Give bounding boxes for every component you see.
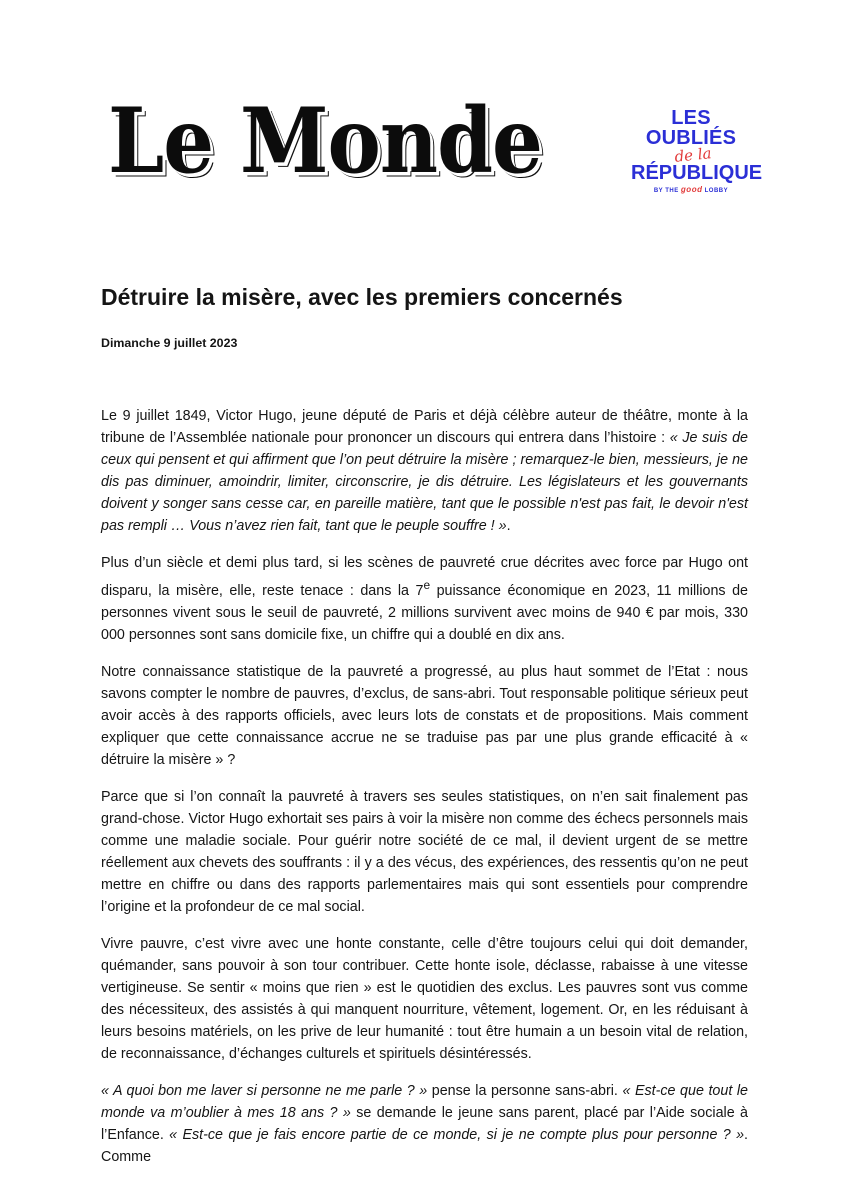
p6-text-3: . Comme (101, 1126, 749, 1165)
article-body (101, 405, 748, 1183)
p1-quote: « Je suis de ceux qui pensent et qui affirment que l’on peut détruire la misère ; remarquez-le bien, messieurs, je ne dis pas diminuer, amoindrir, limiter, circonscrire, je dis détruire. Les législateurs et les gouvernants doivent y songer sans cesse car, en pareille matière, tant que le possible n'est pas fait, le devoir n'est pas rempli … Vous n’avez rien fait, tant que le peuple souffre ! » (101, 430, 748, 534)
p2-text-b: puissance économique en 2023, 11 millions de personnes vivent sous le seuil de pauvreté, 2 millions survivent avec moins de 940 € par mois, 330 000 personnes sont sans domicile fixe, un chiffre qui a doublé en dix ans. (101, 582, 748, 643)
paragraph-6 (101, 1080, 748, 1168)
paragraph-1 (101, 405, 748, 537)
p6-quote-1: « A quoi bon me laver si personne ne me parle ? » (101, 1082, 428, 1099)
p6-text-2: se demande le jeune sans parent, placé par l’Aide sociale à l’Enfance. (101, 1104, 748, 1143)
paragraph-5: Vivre pauvre, c’est vivre avec une honte constante, celle d’être toujours celui qui doit demander, quémander, sans pouvoir à son tour contribuer. Cette honte isole, déclasse, rabaisse à une vitesse vertigineuse. Se sentir « moins que rien » est le quotidien des exclus. Les pauvres sont vus comme des nécessiteux, des assistés à qui manquent nourriture, vêtement, logement. Or, en les réduisant à leurs besoins matériels, on les prive de leur humanité : tout être humain a un besoin vital de relation, de reconnaissance, d’échanges culturels et spirituels désintéressés. (101, 935, 748, 1062)
les-oublies-logo (631, 107, 763, 194)
logo-lobby: LOBBY (704, 188, 729, 194)
article-title: Détruire la misère, avec les premiers concernés (101, 284, 623, 310)
p6-quote-3: « Est-ce que je fais encore partie de ce monde, si je ne compte plus pour personne ? » (169, 1126, 745, 1143)
p1-text: Le 9 juillet 1849, Victor Hugo, jeune député de Paris et déjà célèbre auteur de théâtre, monte à la tribune de l’Assemblée nationale pour prononcer un discours qui entrera dans l’histoire : (101, 408, 748, 446)
logo-line-4 (631, 186, 751, 194)
le-monde-logo: Le Monde (108, 88, 542, 194)
logo-line-3: RÉPUBLIQUE (631, 162, 763, 184)
logo-good: good (680, 185, 703, 194)
logo-line-1: LES OUBLIÉS (645, 107, 737, 149)
p2-superscript: e (423, 578, 431, 592)
paragraph-2 (101, 552, 748, 646)
paragraph-3: Notre connaissance statistique de la pauvreté a progressé, au plus haut sommet de l’Etat : nous savons compter le nombre de pauvres, d’exclus, de sans-abri. Tout responsable politique sérieux peut avoir accès à des rapports officiels, avec leurs lots de constats et de propositions. Mais comment expliquer que cette connaissance accrue ne se traduise pas par une plus grande efficacité à « détruire la misère » ? (101, 663, 748, 768)
p2-text-a: Plus d’un siècle et demi plus tard, si les scènes de pauvreté crue décrites avec force par Hugo ont disparu, la misère, elle, reste tenace : dans la 7 (101, 555, 748, 599)
paragraph-4: Parce que si l’on connaît la pauvreté à travers ses seules statistiques, on n’en sait finalement pas grand-chose. Victor Hugo exhortait ses pairs à voir la misère non comme des échecs personnels mais comme une maladie sociale. Pour guérir notre société de ce mal, il devient urgent de se mettre réellement aux chevets des souffrants : il y a des vécus, des expériences, des ressentis qu’on ne peut mettre en chiffre ou dans des rapports parlementaires mais qui sont essentiels pour comprendre l’origine et la profondeur de ce mal social. (101, 788, 748, 915)
p1-end: . (506, 518, 511, 534)
p6-text-1: pense la personne sans-abri. (427, 1082, 623, 1099)
p6-quote-2: « Est-ce que tout le monde va m’oublier à mes 18 ans ? » (101, 1082, 748, 1121)
logo-line-2: de la (673, 144, 713, 166)
article-date: Dimanche 9 juillet 2023 (101, 336, 238, 350)
logo-by-the: BY THE (653, 188, 679, 194)
